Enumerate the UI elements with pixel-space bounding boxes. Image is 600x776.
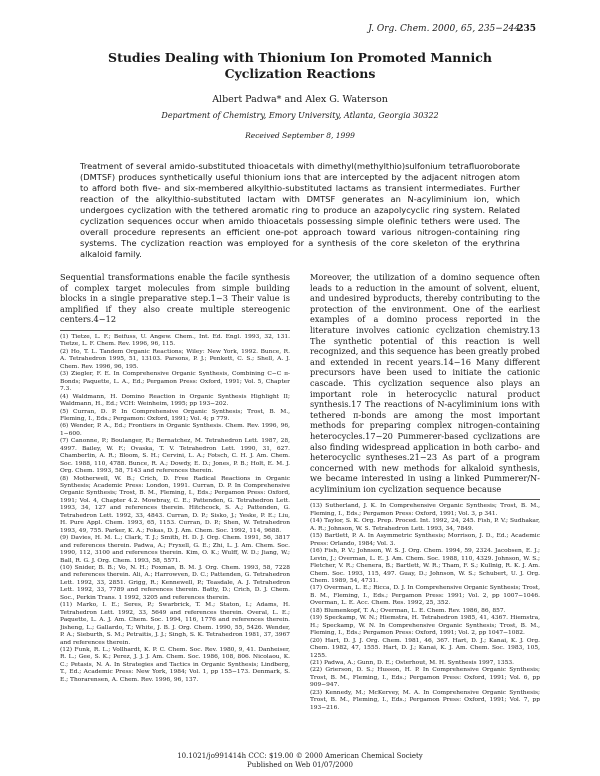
reference-item: (14) Taylor, S. K. Org. Prep. Proced. Int. 1992, 24, 245. Fish, P. V.; Sudhakar, A. R.; Johnson, W. S. Tetrahedron Lett. 1993, 34, 7849. <box>310 518 540 532</box>
page-number: 235 <box>517 24 536 34</box>
reference-item: (4) Waldmann, H. Domino Reaction in Organic Synthesis Highlight II; Waldmann, H., Ed.; VCH: Weinheim, 1995; pp 193−202. <box>60 393 290 408</box>
reference-item: (19) Speckamp, W. N.; Hiemstra, H. Tetrahedron 1985, 41, 4367. Hiemstra, H.; Speckamp, W. N. In Comprehensive Organic Synthesis; Trost, B. M., Fleming, I., Eds.; Pergamon Press: Oxford, 1991; Vol. 2, pp 1047−1082. <box>310 615 540 637</box>
intro-paragraph: Sequential transformations enable the facile synthesis of complex target molecules from simple building blocks in a single preparative step.1−3 Their value is amplified if they also create multiple stereogenic centers.4−12 <box>60 272 290 325</box>
received-date: Received September 8, 1999 <box>245 131 355 140</box>
reference-item: (20) Hart, D. J. J. Org. Chem. 1981, 46, 367. Hart, D. J.; Kanai, K. J. Org. Chem. 1982, 47, 1555. Hart, D. J.; Kanai, K. J. Am. Chem. Soc. 1983, 105, 1255. <box>310 637 540 659</box>
right-column <box>310 272 540 746</box>
reference-item: (2) Ho, T. L. Tandem Organic Reactions; Wiley: New York, 1992. Bunce, R. A. Tetrahedron 1995, 51, 13103. Parsons, P. J.; Penkett, C. S.; Shell, A. J. Chem. Rev. 1996, 96, 195. <box>60 348 290 370</box>
reference-item: (13) Sutherland, J. K. In Comprehensive Organic Synthesis; Trost, B. M., Fleming, I., Eds.; Pergamon Press: Oxford, 1991; Vol. 3, p 341. <box>310 503 540 517</box>
reference-item: (18) Blumenkopf, T. A.; Overman, L. E. Chem. Rev. 1986, 86, 857. <box>310 607 506 614</box>
affiliation: Department of Chemistry, Emory University, Atlanta, Georgia 30322 <box>161 111 439 120</box>
reference-item: (11) Marko, I. E.; Seres, P.; Swarbrick, T. M.; Staton, I.; Adams, H. Tetrahedron Lett. 1992, 33, 5649 and references therein. Overal, L. E.; Paquette, L. A. J. Am. Chem. Soc. 1994, 116, 1776 and references therein. Jisheng, L.; Gallardo, T.; White, J. B. J. Org. Chem. 1990, 55, 5426. Wender, P. A.; Sieburth, S. M.; Petraitis, J. J.; Singh, S. K. Tetrahedron 1981, 37, 3967 and references therein. <box>60 602 290 646</box>
reference-item: (12) Funk, R. L.; Vollhardt, K. P. C. Chem. Soc. Rev. 1980, 9, 41. Danheiser, R. L.; Gee, S. K.; Perez, J. J. J. Am. Chem. Soc. 1986, 108, 806. Nicolaou, K. C.; Petasis, N. A. In Strategies and Tactics in Organic Synthesis; Lindberg, T., Ed.; Academic Press: New York, 1984; Vol. 1, pp 155−173. Denmark, S. E.; Thorarensen, A. Chem. Rev. 1996, 96, 137. <box>60 647 290 683</box>
reference-item: (7) Canonne, P.; Boulanger, R.; Bernatchez, M. Tetrahedron Lett. 1987, 28, 4997. Bailey, W. F.; Ovaska, T. V. Tetrahedron Lett. 1990, 31, 627. Chamberlin, A. R.; Bloom, S. H.; Cervini, L. A.; Fotsch, C. H. J. Am. Chem. Soc. 1988, 110, 4788. Bunce, R. A.; Dowdy, E. D.; Jones, P. B.; Holt, E. M. J. Org. Chem. 1993, 58, 7143 and references therein. <box>60 438 290 475</box>
body-paragraph: Moreover, the utilization of a domino sequence often leads to a reduction in the amount of solvent, eluent, and undesired byproducts, thereby contributing to the protection of the environment. One of the earliest examples of a domino process reported in the literature involves cationic cyclization chemistry.13 The synthetic potential of this reaction is well recognized, and this sequence has been greatly probed and extended in recent years.14−16 Many different precursors have been used to initiate the cationic cascade. This cyclization sequence also plays an important role in heterocyclic natural product synthesis.17 The reactions of N-acyliminium ions with tethered π-bonds are among the most important methods for preparing complex nitrogen-containing heterocycles.17−20 Pummerer-based cyclizations are also finding widespread application in both carbo- and heterocyclic syntheses.21−23 As part of a program concerned with new methods for alkaloid synthesis, we became interested in using a linked Pummerer/N-acyliminium ion cyclization sequence because <box>310 272 540 494</box>
reference-item: (1) Tietze, L. F.; Beifuss, U. Angew. Chem., Int. Ed. Engl. 1993, 32, 131. Tietze, L. F. Chem. Rev. 1996, 96, 115. <box>60 333 290 348</box>
reference-item: (15) Bartlett, P. A. In Asymmetric Synthesis; Morrison, J. D., Ed.; Academic Press: Orlando, 1984; Vol. 3. <box>310 533 540 547</box>
reference-item: (23) Kennedy, M.; McKervey, M. A. In Comprehensive Organic Synthesis; Trost, B. M., Fleming, I., Eds.; Pergamon Press: Oxford, 1991; Vol. 7, pp 193−216. <box>310 689 540 711</box>
title-line-1: Studies Dealing with Thionium Ion Promoted Mannich <box>108 50 492 65</box>
running-header <box>0 24 600 38</box>
reference-item: (6) Wender, P. A., Ed.; Frontiers in Organic Synthesis. Chem. Rev. 1996, 96, 1−600. <box>60 423 290 437</box>
publication-date: Published on Web 01/07/2000 <box>247 761 353 769</box>
journal-citation: J. Org. Chem. 2000, 65, 235−244 <box>368 24 520 34</box>
reference-item: (9) Davies, H. M. L.; Clark, T. J.; Smith, H. D. J. Org. Chem. 1991, 56, 3817 and references therein. Padwa, A.; Fryxell, G. E.; Zhi, L. J. Am. Chem. Soc. 1990, 112, 3100 and references therein. Kim, O. K.; Wulff, W. D.; Jiang, W.; Ball, R. G. J. Org. Chem. 1993, 58, 5571. <box>60 535 290 564</box>
right-footnotes <box>310 499 540 712</box>
page-footer <box>0 752 600 770</box>
reference-item: (10) Snider, B. B.; Vo, N. H.; Foxman, B. M. J. Org. Chem. 1993, 58, 7228 and references therein. Ali, A.; Harrowven, D. C.; Pattenden, G. Tetrahedron Lett. 1992, 33, 2851. Grigg, R.; Kennewell, P.; Teasdale, A. J. Tetrahedron Lett. 1992, 33, 7789 and references therein. Batty, D.; Crich, D. J. Chem. Soc., Perkin Trans. 1 1992, 3205 and references therein. <box>60 565 290 601</box>
reference-item: (8) Motherwell, W. B.; Crich, D. Free Radical Reactions in Organic Synthesis; Academic Press: London, 1991. Curran, D. P. In Comprehensive Organic Synthesis; Trost, B. M., Fleming, I., Eds.; Pergamon Press: Oxford, 1991; Vol. 4, Chapter 4.2. Mowbray, C. E.; Pattenden, G. Tetrahedron Lett. 1993, 34, 127 and references therein. Hitchcock, S. A.; Pattenden, G. Tetrahedron Lett. 1992, 33, 4843. Curran, D. P.; Sisko, J.; Yeske, P. E.; Liu, H. Pure Appl. Chem. 1993, 65, 1153. Curran, D. P.; Shen, W. Tetrahedron 1993, 49, 755. Parker, K. A.; Fokas, D. J. Am. Chem. Soc. 1992, 114, 9688. <box>60 475 290 534</box>
author-list: Albert Padwa* and Alex G. Waterson <box>212 94 388 105</box>
reference-item: (22) Grierson, D. S.; Husson, H. P. In Comprehensive Organic Synthesis; Trost, B. M., Fleming, I., Eds.; Pergamon Press: Oxford, 1991; Vol. 6, pp 909−947. <box>310 667 540 689</box>
reference-item: (5) Curran, D. P. In Comprehensive Organic Synthesis; Trost, B. M., Fleming, I., Eds.; Pergamon: Oxford, 1991; Vol. 4; p 779. <box>60 408 290 422</box>
article-title <box>80 50 520 82</box>
reference-item: (3) Ziegler, F. E. In Comprehensive Organic Synthesis, Combining C−C π-Bonds; Paquette, L. A., Ed.; Pergamon Press: Oxford, 1991; Vol. 5, Chapter 7.3. <box>60 371 290 393</box>
reference-item: (17) Overman, L. E.; Ricca, D. J. In Comprehensive Organic Synthesis; Trost, B. M., Fleming, I., Eds.; Pergamon Press: 1991; Vol. 2, pp 1007−1046. Overman, L. E. Acc. Chem. Res. 1992, 25, 352. <box>310 585 540 607</box>
title-line-2: Cyclization Reactions <box>224 66 376 81</box>
left-column <box>60 272 290 746</box>
reference-item: (21) Padwa, A.; Gunn, D. E.; Osterhout, M. H. Synthesis 1997, 1353. <box>310 659 514 666</box>
reference-item: (16) Fish, P. V.; Johnson, W. S. J. Org. Chem. 1994, 59, 2324. Jacobsen, E. J.; Levin, J.; Overman, L. E. J. Am. Chem. Soc. 1988, 110, 4329. Johnson, W. S.; Fletcher, V. R.; Chenera, B.; Bartlett, W. R.; Tham, F. S.; Kullnig, R. K. J. Am. Chem. Soc. 1993, 115, 497. Guay, D.; Johnson, W. S.; Schubert, U. J. Org. Chem. 1989, 54, 4731. <box>310 548 540 584</box>
left-footnotes <box>60 330 290 684</box>
doi-copyright: 10.1021/jo991414h CCC: $19.00 © 2000 American Chemical Society <box>177 752 423 760</box>
abstract: Treatment of several amido-substituted thioacetals with dimethyl(methylthio)sulfonium tetrafluoroborate (DMTSF) produces synthetically useful thionium ions that are intercepted by the adjacent nitrogen atom to afford both five- and six-membered alkylthio-substituted lactams as transient intermediates. Further reaction of the alkylthio-substituted lactam with DMTSF generates an N-acyliminium ion, which undergoes cyclization with the tethered aromatic ring to produce an azapolycyclic ring system. Related cyclization sequences occur when amido thioacetals possessing simple olefinic tethers were used. The overall procedure represents an efficient one-pot approach toward various nitrogen-containing ring systems. The cyclization reaction was employed for a synthesis of the core skeleton of the erythrina alkaloid family. <box>80 161 520 259</box>
